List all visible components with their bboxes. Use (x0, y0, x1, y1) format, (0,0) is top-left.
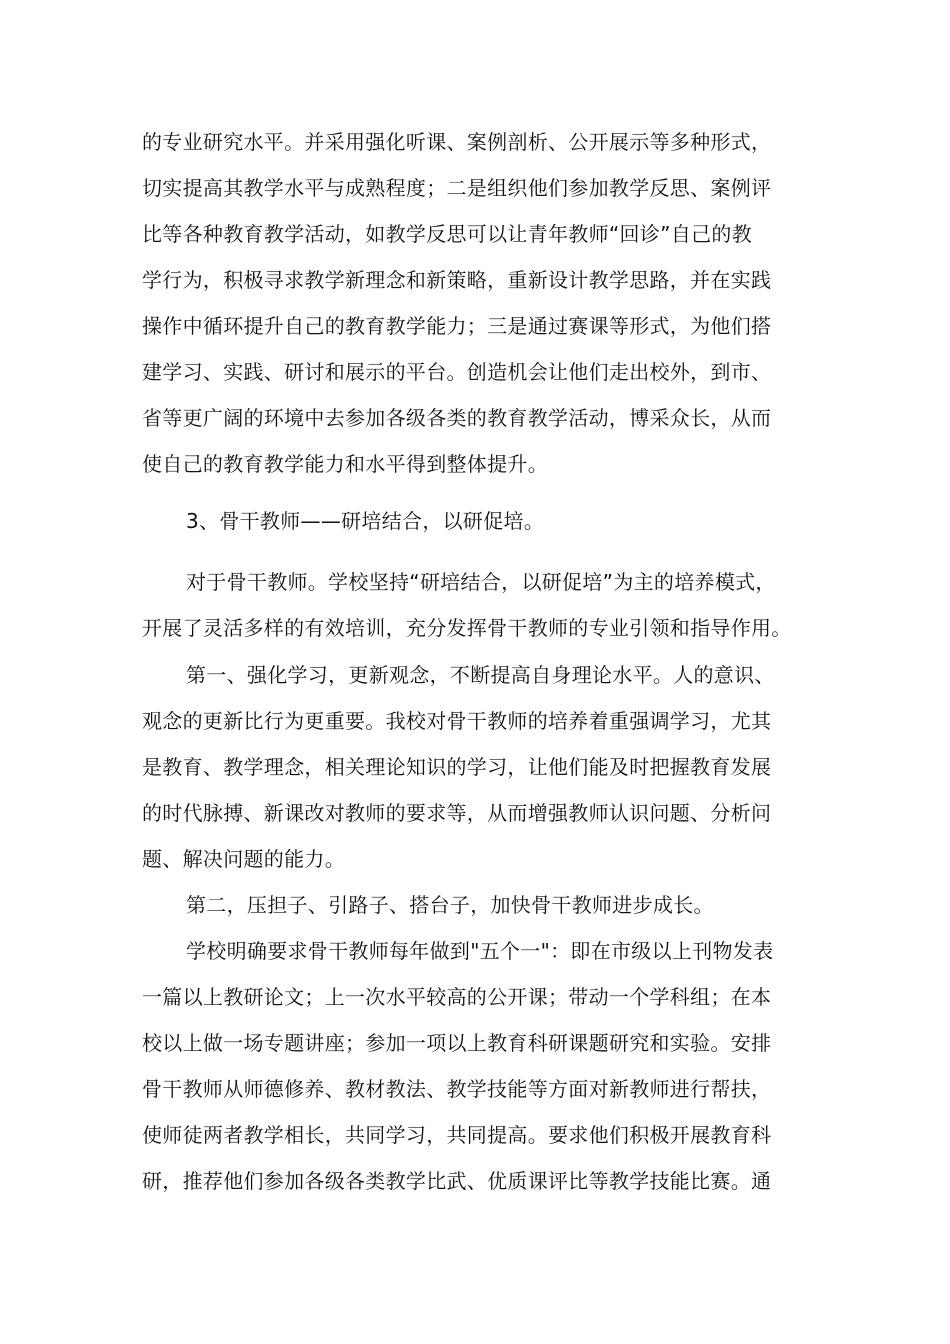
section-heading: 3、骨干教师——研培结合，以研促培。 (186, 509, 545, 533)
text-line: 是教育、教学理念，相关理论知识的学习，让他们能及时把握教育发展 (142, 755, 772, 779)
text-line: 建学习、实践、研讨和展示的平台。创造机会让他们走出校外，到市、 (142, 360, 772, 384)
text-line: 观念的更新比行为更重要。我校对骨干教师的培养着重强调学习，尤其 (142, 709, 772, 733)
text-line: 使自己的教育教学能力和水平得到整体提升。 (142, 452, 548, 476)
text-line: 第二，压担子、引路子、搭台子，加快骨干教师进步成长。 (186, 893, 714, 917)
text-line: 学行为，积极寻求教学新理念和新策略，重新设计教学思路，并在实践 (142, 268, 772, 292)
text-line: 研，推荐他们参加各级各类教学比武、优质课评比等教学技能比赛。通 (142, 1169, 772, 1193)
text-line: 省等更广阔的环境中去参加各级各类的教育教学活动，博采众长，从而 (142, 406, 772, 430)
text-line: 切实提高其教学水平与成熟程度；二是组织他们参加教学反思、案例评 (142, 176, 772, 200)
text-line: 使师徒两者教学相长，共同学习，共同提高。要求他们积极开展教育科 (142, 1123, 772, 1147)
text-line: 第一、强化学习，更新观念，不断提高自身理论水平。人的意识、 (186, 663, 775, 687)
text-line: 题、解决问题的能力。 (142, 847, 345, 871)
text-line: 对于骨干教师。学校坚持“研培结合，以研促培”为主的培养模式， (186, 570, 776, 594)
text-line: 比等各种教育教学活动，如教学反思可以让青年教师“回诊”自己的教 (142, 222, 753, 246)
text-line: 学校明确要求骨干教师每年做到"五个一"：即在市级以上刊物发表 (186, 939, 774, 963)
text-line: 操作中循环提升自己的教育教学能力；三是通过赛课等形式，为他们搭 (142, 314, 772, 338)
text-line: 校以上做一场专题讲座；参加一项以上教育科研课题研究和实验。安排 (142, 1031, 772, 1055)
text-line: 的时代脉搏、新课改对教师的要求等，从而增强教师认识问题、分析问 (142, 801, 772, 825)
text-line: 骨干教师从师德修养、教材教法、教学技能等方面对新教师进行帮扶， (142, 1077, 772, 1101)
text-line: 的专业研究水平。并采用强化听课、案例剖析、公开展示等多种形式， (142, 130, 772, 154)
text-line: 一篇以上教研论文；上一次水平较高的公开课；带动一个学科组；在本 (142, 985, 772, 1009)
text-line: 开展了灵活多样的有效培训，充分发挥骨干教师的专业引领和指导作用。 (142, 616, 792, 640)
